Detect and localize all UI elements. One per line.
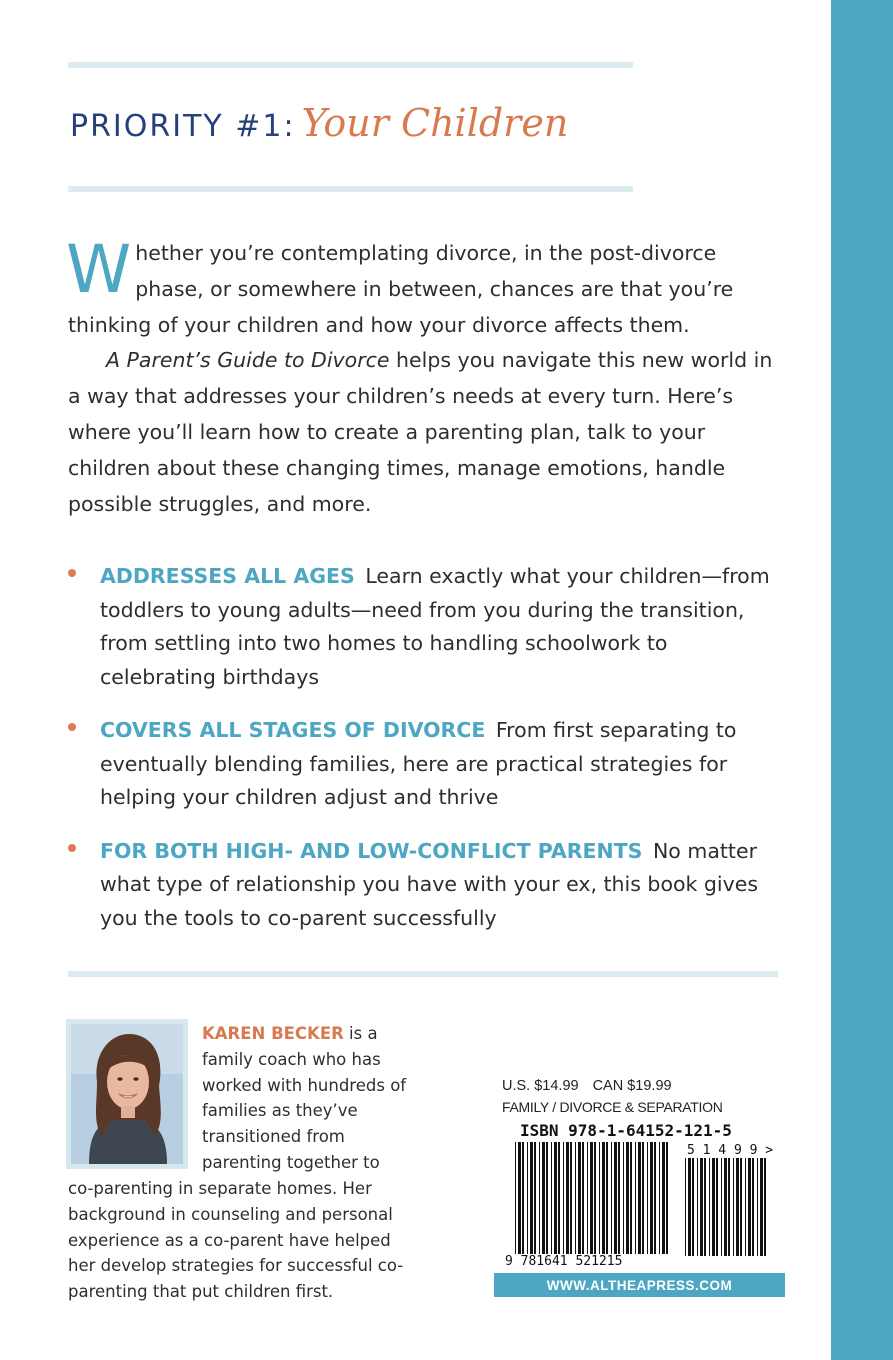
website-bar bbox=[494, 1273, 785, 1297]
feature-text: Learn exactly what your children—from toddlers to young adults—need from you during the transition, from settling into two homes to handling schoolwork to celebrating birthdays bbox=[100, 564, 770, 689]
price-line bbox=[502, 1078, 672, 1094]
headline bbox=[70, 101, 568, 145]
feature-kicker: FOR BOTH HIGH- AND LOW-CONFLICT PARENTS bbox=[100, 838, 643, 863]
feature-kicker: COVERS ALL STAGES OF DIVORCE bbox=[100, 718, 486, 742]
bullet-dot-icon bbox=[68, 723, 76, 731]
price-can: CAN $19.99 bbox=[592, 1078, 672, 1094]
spine-color-bar bbox=[831, 0, 893, 1360]
headline-accent: Your Children bbox=[301, 101, 569, 145]
author-portrait-icon bbox=[71, 1024, 183, 1164]
feature-item bbox=[68, 560, 788, 694]
bullet-dot-icon bbox=[68, 844, 76, 852]
drop-cap: W bbox=[66, 231, 132, 308]
author-name: KAREN BECKER bbox=[202, 1024, 344, 1043]
section-divider bbox=[68, 971, 778, 977]
intro-copy bbox=[66, 231, 778, 522]
bisac-category: FAMILY / DIVORCE & SEPARATION bbox=[502, 1099, 723, 1115]
addon-digits: 5 1 4 9 9 > bbox=[687, 1143, 774, 1158]
intro-paragraph-2 bbox=[68, 343, 778, 522]
headline-bottom-rule bbox=[68, 186, 633, 192]
ean-digits: 9 781641 521215 bbox=[505, 1254, 623, 1269]
bullet-dot-icon bbox=[68, 569, 76, 577]
top-rule bbox=[68, 62, 633, 68]
price-us: U.S. $14.99 bbox=[502, 1078, 579, 1094]
feature-list bbox=[68, 560, 788, 955]
headline-lead: PRIORITY #1: bbox=[70, 109, 296, 144]
feature-item bbox=[68, 714, 788, 815]
author-photo bbox=[66, 1019, 188, 1169]
author-bio-top-text: is a family coach who has worked with hundreds of families as they’ve transitioned from parenting together to bbox=[202, 1024, 407, 1172]
website-url: WWW.ALTHEAPRESS.COM bbox=[546, 1277, 733, 1293]
feature-text: From first separating to eventually blending families, here are practical strategies for helping your children adjust and thrive bbox=[100, 718, 737, 809]
intro-paragraph-2-text: helps you navigate this new world in a way that addresses your children’s needs at every turn. Here’s where you’ll learn how to create a parenting plan, talk to your children about these changing times, manage emotions, handle possible struggles, and more. bbox=[68, 348, 773, 516]
feature-kicker: ADDRESSES ALL AGES bbox=[100, 564, 355, 588]
author-bio-top bbox=[202, 1021, 412, 1176]
intro-paragraph-1-text: hether you’re contemplating divorce, in the post-divorce phase, or somewhere in between, chances are that you’re thinking of your children and how your divorce affects them. bbox=[68, 241, 734, 337]
author-bio-bottom: co-parenting in separate homes. Her background in counseling and personal experience as a co-parent have helped her develop strategies for successful co-parenting that put children first. bbox=[68, 1179, 404, 1302]
isbn-label: ISBN 978-1-64152-121-5 bbox=[520, 1121, 732, 1140]
book-title: A Parent’s Guide to Divorce bbox=[106, 348, 390, 373]
feature-text: No matter what type of relationship you have with your ex, this book gives you the tools to co-parent successfully bbox=[100, 838, 759, 930]
intro-paragraph-1 bbox=[66, 231, 778, 343]
feature-item bbox=[68, 835, 788, 936]
